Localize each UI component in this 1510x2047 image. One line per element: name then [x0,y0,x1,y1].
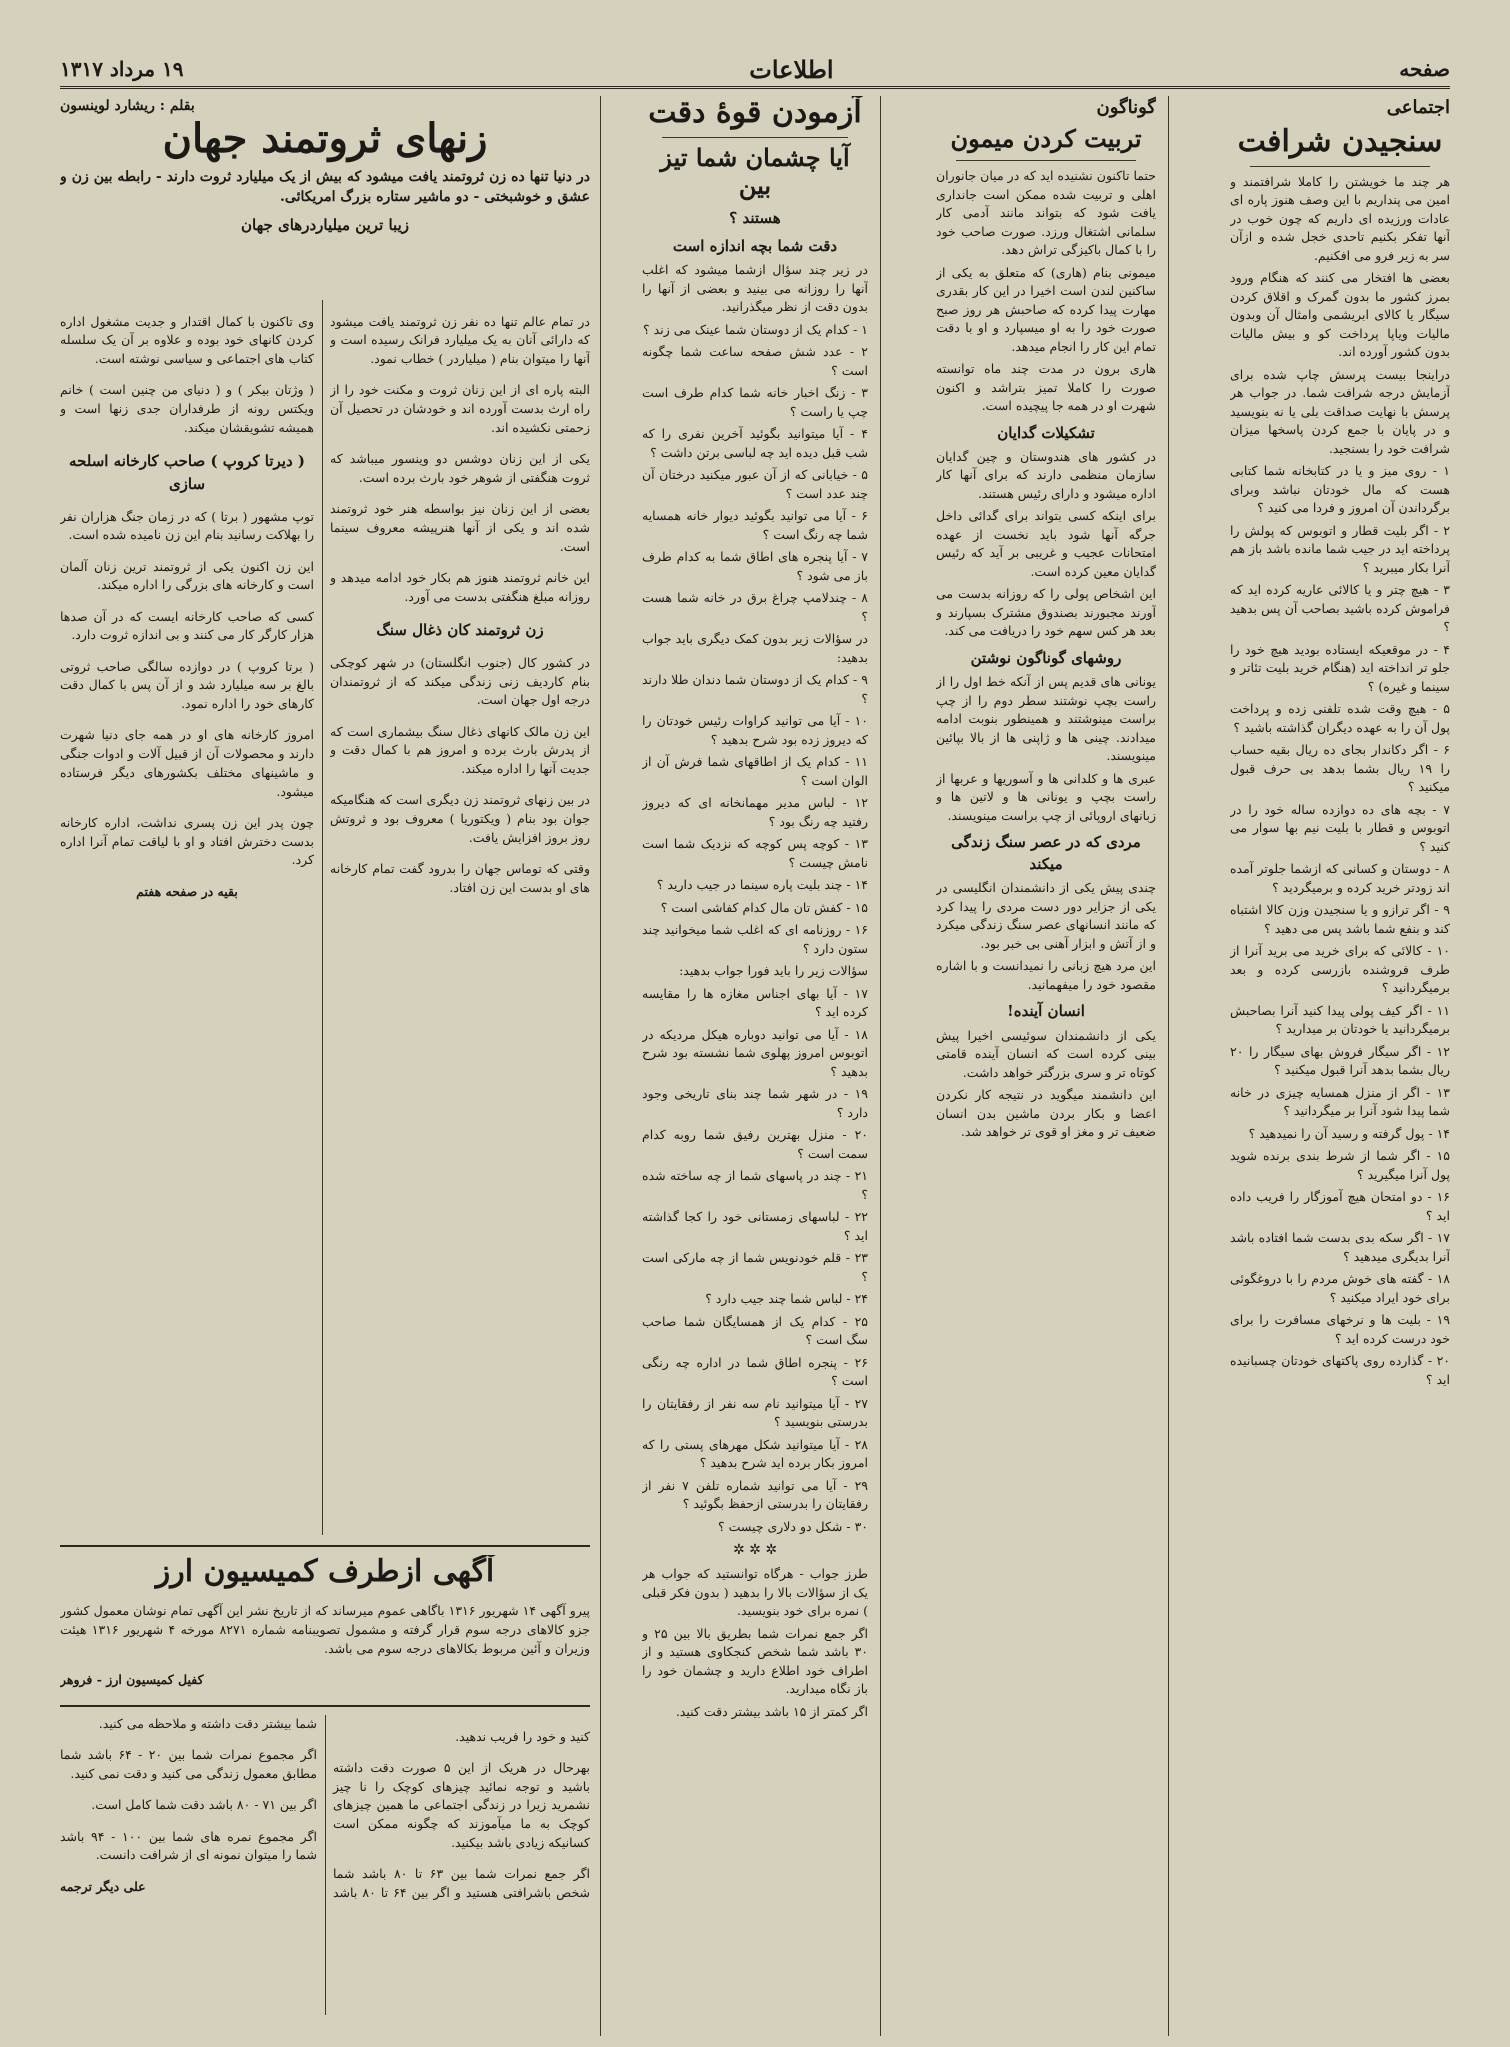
title-rule [1250,166,1430,167]
question: ۱ - روی میز و یا در کتابخانه شما کتابی هست که مال خودتان نباشد وبرای برگرداندن آن امروز و فردا می کنید ؟ [1230,463,1450,516]
question: ۵ - خیابانی که از آن عبور میکنید درختان آن چند عدد است ؟ [642,467,868,501]
article-deck: دقت شما بچه اندازه است [672,237,838,256]
paragraph: چندی پیش یکی از دانشمندان انگلیسی در یکی از جزایر دور دست مردی را پیدا کرد که مانند انسانهای عصر سنگ زندگی میکرد و از آتش و ابزار آهنی بی خبر بود. [936,880,1156,951]
question: ۶ - آیا می توانید بگوئید دیوار خانه همسایه شما چه رنگ است ؟ [642,508,868,542]
question: ۱۹ - در شهر شما چند بنای تاریخی وجود دارد ؟ [642,1086,868,1120]
continued-note: بقیه در صفحه هفتم [136,883,238,899]
paragraph: کسی که صاحب کارخانه ایست که در آن صدها هزار کارگر کار می کنند و بی اندازه ثروت دارد. [60,608,314,643]
question: ۱۱ - کدام یک از اطاقهای شما فرش آن از الوان است ؟ [642,754,868,788]
question: ۲ - اگر بلیت قطار و اتوبوس که پولش را پرداخته اید در جیب شما مانده باشد باز هم آنرا بکار میبرید ؟ [1230,522,1450,575]
article-title: سنجیدن شرافت [1237,124,1443,160]
column-misc [936,96,1156,2036]
scoring: اگر جمع نمرات شما بطریق بالا بین ۲۵ و ۳۰ باشد شما شخص کنجکاوی هستید و از اطراف خود اطلاع دارید و چشمان خود را باز نگاه میدارید. [642,1625,868,1697]
column-social [1230,96,1450,2036]
paragraph: اگر بین ۷۱ - ۸۰ باشد دقت شما کامل است. [91,1797,317,1813]
column-kicker: گوناگون [1096,97,1156,118]
question: ۱۷ - اگر سکه بدی بدست شما افتاده باشد آنرا بدیگری میدهید ؟ [1230,1230,1450,1264]
column-divider [880,96,881,2036]
scoring: طرز جواب - هرگاه توانستید که جواب هر یک از سؤالات بالا را بدهید ( بدون فکر قبلی ) نمره برای خود بنویسید. [642,1566,868,1619]
paragraph: این اشخاص پولی را که روزانه بدست می آورند مجبورند بصندوق مشترک بسپارند و بعد هر کس سهم خود را دریافت می کند. [936,586,1156,639]
notice-signature: کفیل کمیسیون ارز - فروهر [60,1671,204,1687]
question: ۱۵ - اگر شما از شرط بندی برنده شوید پول آنرا میگیرید ؟ [1230,1148,1450,1182]
paragraph: وقتی که توماس جهان را بدرود گفت تمام کارخانه های او بدست این زن افتاد. [330,861,590,895]
question: ۱۸ - آیا می توانید دوباره هیکل مردیکه در اتوبوس امروز پهلوی شما نشسته بود شرح بدهید ؟ [642,1026,868,1079]
article-deck: در دنیا تنها ده زن ثروتمند یافت میشود که بیش از یک میلیارد ثروت دارند - رابطه بین زن و عشق و خوشبختی - دو ماشیر ستاره بزرگ امریکائی. [60,168,590,206]
question: ۱۳ - کوچه پس کوچه که نزدیک شما است نامش چیست ؟ [642,836,868,870]
paragraph: بعضی ها افتخار می کنند که هنگام ورود بمرز کشور ما بدون گمرک و اقلاق کردن سیگار یا کالای ابریشمی وامثال آن وبدون مالیات ویاپا پرداخت کو و بیش مالیات بدون کشور آورده اند. [1230,270,1450,360]
article-women-header [60,96,590,296]
horizontal-rule [60,1705,590,1707]
question: ۲ - عدد شش صفحه ساعت شما چگونه است ؟ [642,344,868,378]
paragraph: در بین زنهای ثروتمند زن دیگری است که هنگامیکه جوان بود بنام ( ویکتوریا ) معروف بود و ثروتش روز بروز افزایش یافت. [330,792,590,845]
question: ۹ - اگر ترازو و یا سنجیدن وزن کالا اشتباه کند و بنفع شما باشد پس می دهید ؟ [1230,902,1450,936]
question: ۱۲ - اگر سیگار فروش بهای سیگار را ۲۰ ریال بشما بدهد آنرا قبول میکنید ؟ [1230,1043,1450,1078]
question: ۱۸ - گفته های خوش مردم را با دروغگوئی برای خود ایراد میکنید ؟ [1230,1271,1450,1305]
question: ۲۹ - آیا می توانید شماره تلفن ۷ نفر از رفقایتان را بدرستی ازحفظ بگوئید ؟ [642,1477,868,1512]
article-subdeck: زیبا ترین میلیاردرهای جهان [240,216,409,235]
masthead [60,52,1450,89]
paragraph: هاری برون در مدت چند ماه توانسته صورت را کاملا تمیز بتراشد و اکنون شهرت او در همه جا پیچیده است. [936,361,1156,414]
question: ۱۶ - دو امتحان هیچ آموزگار را فریب داده اید ؟ [1230,1189,1450,1223]
column-quiz [642,96,868,2036]
question: ۲۵ - کدام یک از همسایگان شما صاحب سگ است ؟ [642,1313,868,1348]
section-heading: تشکیلات گدایان [997,423,1095,442]
women-column-right [330,300,590,1535]
women-column-left [60,300,314,1535]
paragraph: اگر جمع نمرات شما بین ۶۳ تا ۸۰ باشد شما شخص باشرافتی هستید و اگر بین ۶۴ تا ۸۰ باشد شما بیشتر دقت داشته و ملاحظه می کنید. [98,1716,590,1900]
instruction: سؤالات زیر را باید فورا جواب بدهید: [679,963,868,979]
article-deck: هستند ؟ [729,209,781,228]
section-heading: روشهای گوناگون نوشتن [970,648,1122,667]
notice-box [60,1555,590,1695]
paragraph: میمونی بنام (هاری) که متعلق به یکی از ساکنین لندن است اخیرا در این کار بقدری مهارت پیدا کرده که صاحبش هر روز صبح صورت خود را به او میسپارد و او با دقت تمام این کار را انجام میدهد. [936,264,1156,354]
paragraph: حتما تاکنون نشنیده اید که در میان جانوران اهلی و تربیت شده ممکن است جانداری یافت شود که بتواند مانند آدمی کار سلمانی اشتغال ورزد. صورت صاحب خود را با کمال باکیزگی تراش دهد. [936,168,1156,258]
issue-date: ۱۹ مرداد ۱۳۱۷ [60,57,184,81]
question: ۲۴ - لباس شما چند جیب دارد ؟ [705,1291,868,1307]
paragraph: هر چند ما خویشتن را کاملا شرافتمند و امین می پنداریم با این وصف هنوز پاره ای عادات ورزیده ای داریم که چون خوب در آنها تفکر بکنیم تاحدی خجل شده و ازآن سر به زیر فرو می افکنیم. [1230,173,1450,263]
title-rule [662,137,848,138]
question: ۳ - زنگ اخبار خانه شما کدام طرف است چپ یا راست ؟ [642,385,868,419]
question: ۲۰ - گذارده روی پاکتهای خودتان چسبانیده اید ؟ [1230,1353,1450,1387]
footer-note: علی دیگر ترجمه [60,1878,146,1894]
paragraph: یکی از این زنان دوشس دو وینسور میباشد که ثروت هنگفتی از شوهر خود بارث برده است. [330,451,590,485]
question: ۹ - کدام یک از دوستان شما دندان طلا دارند ؟ [642,672,868,706]
question: ۲۱ - چند در پاسهای شما از چه ساخته شده ؟ [642,1168,868,1202]
paragraph: البته پاره ای از این زنان ثروت و مکنت خود را از راه ارث بدست آورده اند و خودشان در تحصیل آن زحمتی نکشیده اند. [330,382,590,435]
article-headline: آیا چشمان شما تیز بین [660,142,850,201]
article-byline: بقلم : ریشارد لوینسون [60,98,195,114]
column-divider [322,300,323,1535]
question: ۱۴ - پول گرفته و رسید آن را نمیدهید ؟ [1248,1125,1450,1141]
paragraph: این خانم ثروتمند هنوز هم بکار خود ادامه میدهد و روزانه مبلغ هنگفتی بدست می آورد. [330,569,590,604]
title-rule [956,160,1136,161]
question: ۳۰ - شکل دو دلاری چیست ؟ [717,1518,868,1534]
paragraph: این زن اکنون یکی از ثروتمند ترین زنان آلمان است و کارخانه های بزرگی را اداره میکند. [60,558,314,593]
question: ۶ - اگر دکاندار بجای ده ریال بقیه حساب را ۱۹ ریال بشما بدهد بی حرف قبول میکنید ؟ [1230,742,1450,795]
question: ۱۵ - کفش تان مال کدام کفاشی است ؟ [660,899,868,915]
paragraph: چون پدر این زن پسری نداشت، اداره کارخانه بدست دخترش افتاد و او با لیاقت تمام آنرا اداره کرد. [60,814,314,868]
column-kicker: اجتماعی [1386,97,1450,118]
article-title: تربیت کردن میمون [950,124,1142,154]
paragraph: این زن مالک کانهای ذغال سنگ بیشماری است که از پدرش بارث برده و امروز هم با کمال دقت و جدیت آنها را اداره میکند. [330,723,590,776]
question: ۱۱ - اگر کیف پولی پیدا کنید آنرا بصاحبش برمیگردانید یا خودتان بر میدارید ؟ [1230,1002,1450,1037]
paragraph: در تمام عالم تنها ده نفر زن ثروتمند یافت میشود که دارائی آنان به یک میلیارد فرانک رسیده است و آنها را میتوان بنام ( میلیاردر ) خطاب نمود. [330,313,590,366]
paragraph: اگر مجموع نمره های شما بین ۱۰۰ - ۹۴ باشد شما را میتوان نمونه ای از شرافت دانست. [60,1828,318,1863]
question: ۱۰ - آیا می توانید کراوات رئیس خودتان را که دیروز زده بود شرح بدهید ؟ [642,713,868,747]
paragraph: ( برتا کروپ ) در دوازده سالگی صاحب ثروتی بالغ بر سه میلیارد شد و از آن پس با کمال دقت کارهای خود را اداره نمود. [60,658,314,711]
paragraph: وی تاکنون با کمال اقتدار و جدیت مشغول اداره کردن کانهای خود بوده و علاوه بر آن یک سلسله کتاب های اجتماعی و سیاسی نوشته است. [60,313,314,366]
newspaper-name: اطلاعات [749,54,834,84]
page-label: صفحه [1399,57,1450,81]
question: ۲۸ - آیا میتوانید شکل مهرهای پستی را که امروز بکار برده اید شرح بدهید ؟ [642,1436,868,1471]
question: ۲۰ - منزل بهترین رفیق شما روبه کدام سمت است ؟ [642,1127,868,1161]
question: ۱ - کدام یک از دوستان شما عینک می زند ؟ [643,321,868,337]
article-body [1230,173,1450,1390]
question: ۴ - آیا میتوانید بگوئید آخرین نفری را که شب قبل دیده اید چه لباسی برتن داشت ؟ [642,426,868,460]
column-divider [600,96,601,2036]
paragraph: اگر مجموع نمرات شما بین ۲۰ - ۶۴ باشد شما مطابق معمول زندگی می کنید و دقت نمی کنید. [60,1747,317,1781]
section-heading: مردی که در عصر سنگ زندگی میکند [951,833,1141,874]
paragraph: کنید و خود را فریب ندهید. [455,1728,590,1744]
question: ۱۴ - چند بلیت پاره سینما در جیب دارید ؟ [656,877,868,893]
paragraph: عبری ها و کلدانی ها و آسوریها و عربها از راست بچپ و یونانی ها و لاتین ها و زبانهای اروپائی از چپ براست مینویسند. [936,770,1156,823]
paragraph: امروز کارخانه های او در همه جای دنیا شهرت دارند و محصولات آن از قبیل آلات و ادوات جنگی و ماشینهای مختلف بکشورهای دیگر فرستاده میشود. [60,727,314,799]
section-heading: انسان آینده! [1007,1002,1085,1021]
paragraph: بعضی از این زنان نیز بواسطه هنر خود ثروتمند شده اند و یکی از آنها هنرپیشه معروف سینما است. [330,501,590,554]
question: ۱۲ - لباس مدیر مهمانخانه ای که دیروز رفتید چه رنگ بود ؟ [642,795,868,829]
question: ۸ - چندلامپ چراغ برق در خانه شما هست ؟ [642,590,868,624]
column-divider [1168,96,1169,2036]
question: ۷ - بچه های ده دوازده ساله خود را در اتوبوس و قطار با بلیت نیم بها سوار می کنید ؟ [1230,801,1450,854]
paragraph: توپ مشهور ( برتا ) که در زمان جنگ هزاران نفر را بهلاکت رسانید بنام این زن نامیده شده است. [60,508,314,543]
question: ۲۳ - قلم خودنویس شما از چه مارکی است ؟ [642,1250,868,1284]
paragraph: ( وژتان بیکر ) و ( دنیای من چنین است ) خانم ویکتس رونه از طرفداران جدی زنها است و همیشه تشویقشان میکند. [60,382,314,435]
section-heading: ( دیرتا کروپ ) صاحب کارخانه اسلحه سازی [69,452,305,493]
scoring: اگر کمتر از ۱۵ باشد بیشتر دقت کنید. [675,1703,868,1719]
question: ۱۹ - بلیت ها و نرخهای مسافرت را برای خود درست کرده اید ؟ [1230,1312,1450,1346]
question: ۵ - هیچ وقت شده تلفنی زده و پرداخت پول آن را به عهده دیگران گذاشته باشید ؟ [1230,701,1450,735]
paragraph: این دانشمند میگوید در نتیجه کار نکردن اعضا و بکار بردن ماشین بدن انسان ضعیف تر و مغز او قوی تر خواهد شد. [936,1087,1156,1140]
question: ۴ - در موقعیکه ایستاده بودید هیچ خود را جلو تر انداخته اید (هنگام خرید بلیت تئاتر و سینما و غیره) ؟ [1230,641,1450,694]
paragraph: در زیر چند سؤال ازشما میشود که اغلب آنها را روزانه می بینید و بعضی از آنها را بدون دقت از نظر میگذرانید. [642,262,868,315]
horizontal-rule [60,1545,590,1547]
question: ۸ - دوستان و کسانی که ازشما جلوتر آمده اند زودتر خرید کرده و برمیگردید ؟ [1230,861,1450,895]
article-title: زنهای ثروتمند جهان [162,114,488,162]
quiz-results-continued [60,1715,590,2015]
instruction: در سؤالات زیر بدون کمک دیگری باید جواب بدهید: [642,631,868,665]
paragraph: یکی از دانشمندان سوئیسی اخیرا پیش بینی کرده است که انسان آینده قامتی کوتاه تر و سری بزرگتر خواهد داشت. [936,1027,1156,1080]
notice-title: آگهی ازطرف کمیسیون ارز [155,1555,495,1589]
question: ۱۶ - روزنامه ای که اغلب شما میخوانید چند ستون دارد ؟ [642,922,868,956]
question: ۱۳ - اگر از منزل همسایه چیزی در خانه شما پیدا شود آنرا بر میگردانید ؟ [1230,1084,1450,1119]
question: ۲۷ - آیا میتوانید نام سه نفر از رفقایتان را بدرستی بنویسید ؟ [642,1395,868,1430]
question: ۲۲ - لباسهای زمستانی خود را کجا گذاشته اید ؟ [642,1209,868,1243]
question: ۲۶ - پنجره اطاق شما در اداره چه رنگی است ؟ [642,1354,868,1389]
separator-ornament: ✲ ✲ ✲ [732,1542,778,1559]
feature-title: آزمودن قوۀ دقت [648,96,862,130]
question: ۳ - هیچ چتر و یا کالائی عاریه کرده اید که فراموش کرده باشید بصاحب آن پس بدهید ؟ [1230,582,1450,635]
section-heading: زن ثروتمند کان ذغال سنگ [376,620,544,639]
paragraph: این مرد هیچ زبانی را نمیدانست و با اشاره مقصود خود را میفهمانید. [936,958,1156,992]
paragraph: برای اینکه کسی بتواند برای گدائی داخل جرگه آنها شود باید نخست از عهده امتحانات عجیب و غریبی بر آید که رئیس گدایان معین کرده است. [936,508,1156,579]
paragraph: دراینجا بیست پرسش چاپ شده برای آزمایش درجه شرافت شما. در جواب هر پرسش با نهایت صداقت بلی یا نه بنویسید و در پایان با جمع کردن پاسخها میزان شرافت خود را بسنجید. [1230,366,1450,456]
paragraph: یونانی های قدیم پس از آنکه خط اول را از راست بچپ نوشتند سطر دوم را از چپ براست مینوشتند و همینطور بنوبت ادامه میدادند. چینی ها و ژاپنی ها از بالا بپائین مینویسند. [936,674,1156,764]
question: ۷ - آیا پنجره های اطاق شما به کدام طرف باز می شود ؟ [642,549,868,583]
paragraph: در کشور کال (جنوب انگلستان) در شهر کوچکی بنام کاردیف زنی زندگی میکند که از ثروتمندان درجه اول جهان است. [330,654,590,708]
question: ۱۷ - آیا بهای اجناس مغازه ها را مقایسه کرده اید ؟ [642,985,868,1020]
paragraph: در کشور های هندوستان و چین گدایان سازمان منظمی دارند که برای آنها کار اداره میشود و دارای رئیس هستند. [936,448,1156,501]
paragraph: بهرحال در هریک از این ۵ صورت دقت داشته باشید و توجه نمائید چیزهای کوچک را نا چیز نشمرید زیرا در زندگی اجتماعی ما همین چیزهای کوچک به ما میآموزند که چگونه ممکن است کسانیکه زیادی باشد بیکنید. [333,1759,590,1850]
notice-body: پیرو آگهی ۱۴ شهریور ۱۳۱۶ باگاهی عموم میرساند که از تاریخ نشر این آگهی تمام نوشان معمول کشور جزو کالاهای درجه سوم قرار گرفته و مشمول تصویبنامه شماره ۸۲۷۱ مورخه ۴ شهریور ۱۳۱۶ هیئت وزیران و آئین مربوط بکالاهای درجه سوم می باشد. [60,1603,590,1656]
question: ۱۰ - کالائی که برای خرید می برید آنرا از طرف فروشنده بازرسی کرده و بعد برمیگردانید ؟ [1230,943,1450,996]
